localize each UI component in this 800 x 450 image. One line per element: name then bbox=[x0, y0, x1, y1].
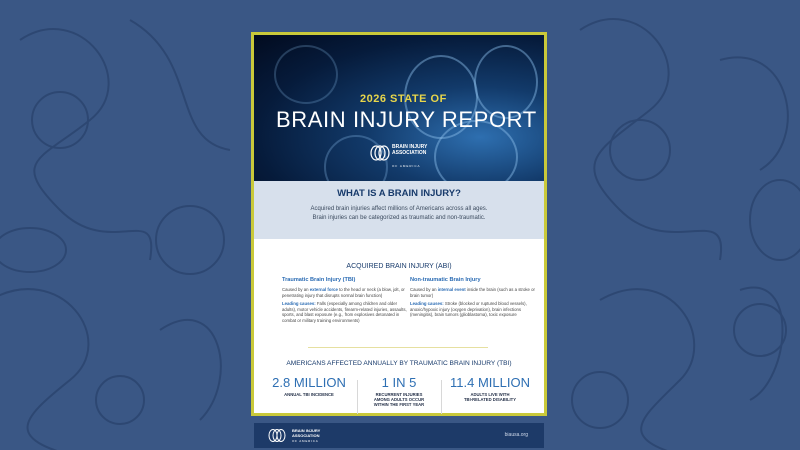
what-is-text-line: Brain injuries can be categorized as traumatic and non-traumatic. bbox=[312, 215, 486, 221]
stat-value: 11.4 MILLION bbox=[450, 375, 530, 390]
stat-caption-line: WITHIN THE FIRST YEAR bbox=[373, 402, 425, 408]
what-is-text-line: Acquired brain injuries affect millions of Americans across all ages. bbox=[310, 206, 488, 212]
what-is-heading: WHAT IS A BRAIN INJURY? bbox=[337, 188, 461, 199]
traumatic-column bbox=[282, 277, 408, 327]
stat-value: 2.8 MILLION bbox=[272, 375, 346, 390]
stat-caption-line: ADULTS LIVE WITH bbox=[470, 392, 510, 397]
stat-caption bbox=[444, 392, 536, 402]
association-logo bbox=[370, 144, 428, 168]
hero-banner bbox=[254, 35, 544, 181]
footer-logo bbox=[268, 428, 321, 448]
text-span: Caused by an bbox=[410, 287, 438, 292]
traumatic-title: Traumatic Brain Injury (TBI) bbox=[282, 277, 356, 283]
stat-divider bbox=[441, 380, 442, 414]
traumatic-causes bbox=[282, 301, 408, 323]
brain-scan-image bbox=[274, 45, 338, 104]
abi-heading: ACQUIRED BRAIN INJURY (ABI) bbox=[346, 263, 452, 270]
footer-org-line: OF AMERICA bbox=[292, 438, 319, 443]
text-span: to the head or neck (a blow, jolt, or penetrating injury that disrupts normal brain function) bbox=[282, 287, 405, 298]
stat-caption: ANNUAL TBI INCIDENCE bbox=[284, 392, 334, 397]
causes-text: Falls (especially among children and older adults), motor vehicle accidents, firearm-related injuries, assaults, sports, and blast exposure (e.g., from explosives detonated in combat or military training environments) bbox=[282, 301, 407, 323]
report-flyer bbox=[251, 32, 547, 443]
report-title: BRAIN INJURY REPORT bbox=[276, 107, 537, 132]
stat-tbi-incidence bbox=[264, 375, 354, 397]
report-year: 2026 STATE OF bbox=[360, 93, 447, 105]
brain-logo-icon bbox=[268, 428, 288, 443]
association-subtitle: OF AMERICA bbox=[392, 164, 421, 168]
stat-recurrent-injuries bbox=[360, 375, 438, 408]
highlight-text: internal event bbox=[437, 287, 466, 292]
footer-org-line: BRAIN INJURY bbox=[292, 428, 321, 433]
causes-label: Leading causes: bbox=[410, 301, 444, 307]
text-span: inside the brain (such as a stroke or brain tumor) bbox=[410, 287, 535, 298]
footer-org-name bbox=[292, 429, 332, 443]
footer-org-line: ASSOCIATION bbox=[292, 432, 320, 438]
highlight-text: external force bbox=[309, 287, 338, 292]
stat-divider bbox=[357, 380, 358, 414]
association-name-line: ASSOCIATION bbox=[392, 150, 427, 156]
stat-disability bbox=[444, 375, 536, 402]
stat-caption-line: RECURRENT INJURIES bbox=[375, 392, 423, 397]
text-span: Caused by an bbox=[282, 287, 310, 292]
nontraumatic-title: Non-traumatic Brain Injury bbox=[410, 277, 481, 283]
causes-text: Stroke (blocked or ruptured blood vessels), anoxic/hypoxic injury (oxygen deprivation), brain infections (meningitis), brain tumors (glioblastoma), toxic exposure bbox=[410, 301, 527, 318]
stat-caption-line: TBI-RELATED DISABILITY bbox=[463, 397, 517, 403]
section-divider bbox=[308, 347, 488, 348]
traumatic-description bbox=[282, 287, 408, 298]
brain-logo-icon bbox=[370, 144, 390, 162]
nontraumatic-column bbox=[410, 277, 536, 321]
stat-value: 1 IN 5 bbox=[381, 375, 417, 390]
association-name bbox=[392, 144, 452, 156]
website-link[interactable]: biausa.org bbox=[504, 432, 528, 438]
what-is-section bbox=[254, 181, 544, 239]
nontraumatic-description bbox=[410, 287, 536, 298]
footer-bar bbox=[254, 423, 544, 448]
stat-caption-line: AMONG ADULTS OCCUR bbox=[373, 397, 425, 403]
association-name-line: BRAIN INJURY bbox=[392, 144, 428, 150]
americans-affected-heading: AMERICANS AFFECTED ANNUALLY BY TRAUMATIC BRAIN INJURY (TBI) bbox=[286, 360, 512, 367]
causes-label: Leading causes: bbox=[282, 301, 316, 307]
stat-caption bbox=[360, 392, 438, 408]
nontraumatic-causes bbox=[410, 301, 536, 318]
